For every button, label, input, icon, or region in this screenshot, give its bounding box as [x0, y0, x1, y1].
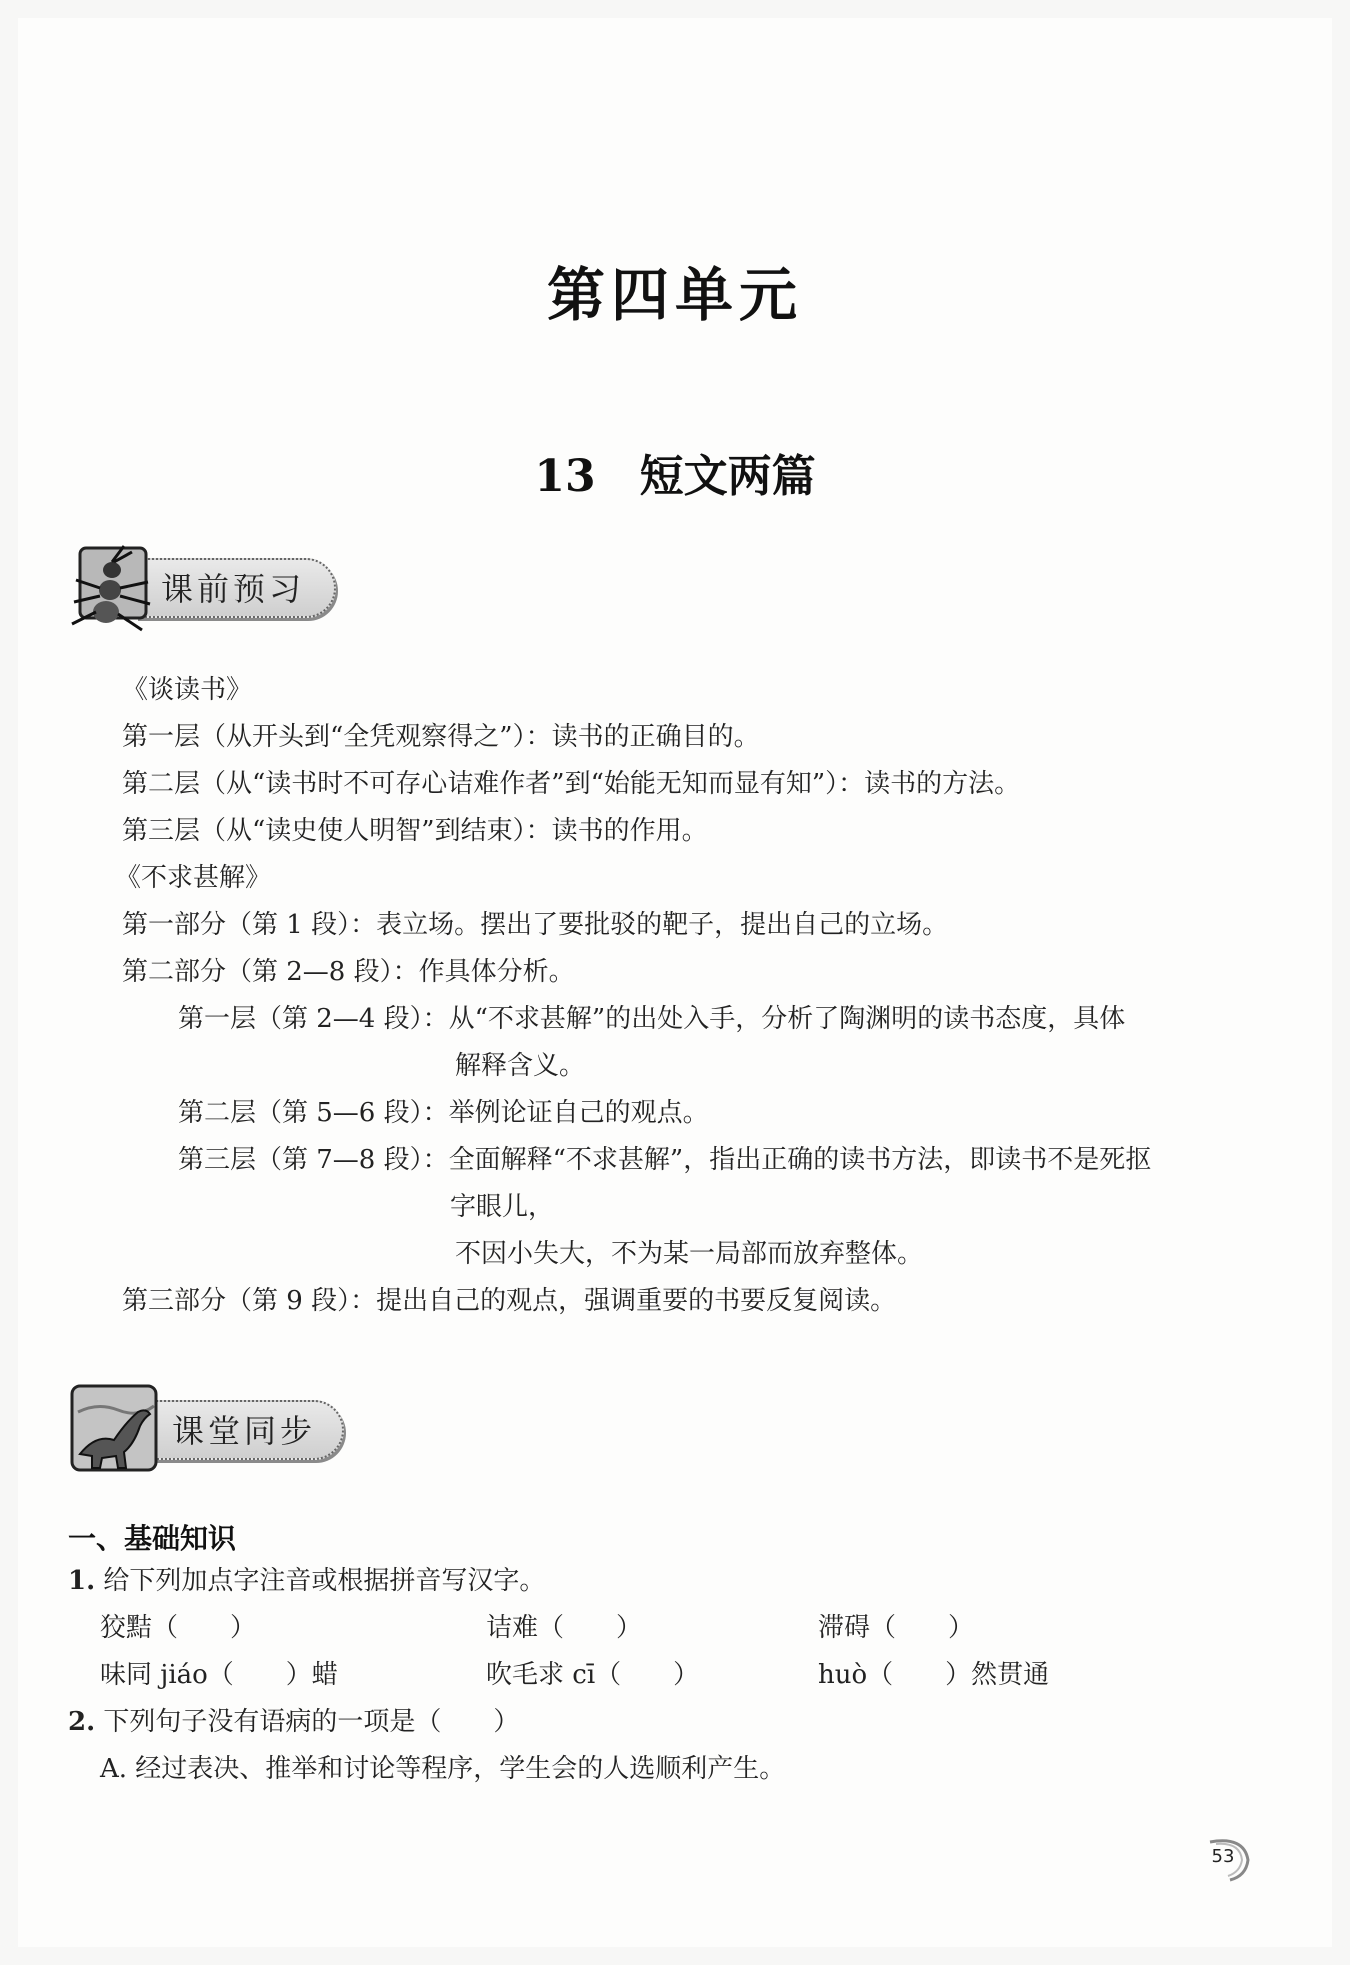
- q1-item: huò（ ）然贯通: [818, 1660, 1050, 1690]
- book-title-buqiushenjie: 《不求甚解》: [115, 863, 272, 893]
- ant-icon: [66, 540, 162, 636]
- outline-line: 第一层（第 2—4 段）：从“不求甚解”的出处入手，分析了陶渊明的读书态度，具体: [178, 1004, 1126, 1034]
- dinosaur-icon: [68, 1382, 164, 1478]
- question-1: [68, 1564, 545, 1598]
- question-number: 1.: [68, 1566, 96, 1596]
- outline-line: 第二部分（第 2—8 段）：作具体分析。: [122, 957, 575, 987]
- question-text: 给下列加点字注音或根据拼音写汉字。: [103, 1566, 546, 1596]
- preview-section-banner: [66, 540, 356, 636]
- book-title-tandushu: 《谈读书》: [122, 675, 253, 705]
- lesson-name: 短文两篇: [639, 451, 816, 502]
- q1-item: 吹毛求 cī（ ）: [486, 1660, 700, 1690]
- lesson-title: [0, 440, 1350, 504]
- option-a: A. 经过表决、推举和讨论等程序，学生会的人选顺利产生。: [100, 1754, 786, 1784]
- outline-line: 第三部分（第 9 段）：提出自己的观点，强调重要的书要反复阅读。: [122, 1286, 897, 1316]
- preview-section-label: 课前预习: [161, 570, 306, 608]
- outline-line: 第三层（从“读史使人明智”到结束）：读书的作用。: [122, 816, 708, 846]
- outline-line: 第三层（第 7—8 段）：全面解释“不求甚解”，指出正确的读书方法，即读书不是死抠: [178, 1145, 1152, 1175]
- lesson-number: 13: [534, 451, 596, 502]
- unit-title: 第四单元: [546, 261, 803, 329]
- page-number: 53: [1211, 1846, 1235, 1867]
- outline-line: 第一层（从开头到“全凭观察得之”）：读书的正确目的。: [122, 722, 760, 752]
- outline-line: 不因小失大，不为某一局部而放弃整体。: [455, 1239, 924, 1269]
- question-number: 2.: [68, 1707, 96, 1737]
- outline-line: 第一部分（第 1 段）：表立场。摆出了要批驳的靶子，提出自己的立场。: [122, 910, 949, 940]
- q1-item: 诘难（ ）: [486, 1613, 643, 1643]
- part-heading: 一、基础知识: [68, 1522, 237, 1555]
- page-number-badge: [1200, 1836, 1250, 1878]
- outline-line: 第二层（第 5—6 段）：举例论证自己的观点。: [178, 1098, 709, 1128]
- outline-line: 解释含义。: [455, 1051, 586, 1081]
- question-text: 下列句子没有语病的一项是（ ）: [103, 1707, 520, 1737]
- outline-line: 第二层（从“读书时不可存心诘难作者”到“始能无知而显有知”）：读书的方法。: [122, 769, 1021, 799]
- q1-item: 狡黠（ ）: [100, 1613, 257, 1643]
- outline-line: 字眼儿，: [450, 1192, 555, 1222]
- question-2: [68, 1705, 519, 1739]
- q1-item: 滞碍（ ）: [818, 1613, 975, 1643]
- classroom-section-label: 课堂同步: [172, 1412, 317, 1450]
- q1-item: 味同 jiáo（ ）蜡: [100, 1660, 338, 1690]
- classroom-section-banner: [68, 1382, 358, 1478]
